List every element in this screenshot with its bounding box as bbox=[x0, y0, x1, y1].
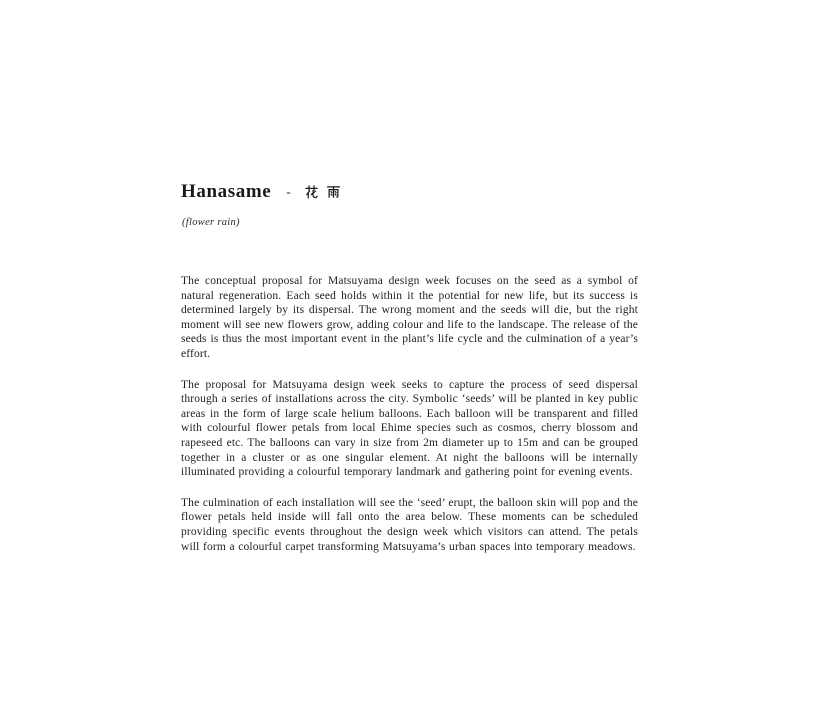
subtitle: (flower rain) bbox=[182, 217, 240, 228]
document-content bbox=[181, 181, 638, 554]
paragraph-concept: The conceptual proposal for Matsuyama design week focuses on the seed as a symbol of natural regeneration. Each seed holds within it the potential for new life, but its success is determined largely by its dispersal. The wrong moment and the seeds will die, but the right moment will see new flowers grow, adding colour and life to the landscape. The release of the seeds is thus the most important event in the plant’s life cycle and the culmination of a year’s effort. bbox=[181, 275, 638, 360]
page-title bbox=[181, 181, 638, 205]
body-text bbox=[181, 274, 638, 554]
paragraph-culmination: The culmination of each installation will see the ‘seed’ erupt, the balloon skin will pop and the flower petals held inside will fall onto the area below. These moments can be scheduled providing specific events throughout the design week which visitors can attend. The petals will form a colourful carpet transforming Matsuyama’s urban spaces into temporary meadows. bbox=[181, 496, 638, 553]
paragraph-proposal: The proposal for Matsuyama design week seeks to capture the process of seed dispersal through a series of installations across the city. Symbolic ‘seeds’ will be planted in key public areas in the form of large scale helium balloons. Each balloon will be transparent and filled with colourful flower petals from local Ehime species such as cosmos, cherry blossom and rapeseed etc. The balloons can vary in size from 2m diameter up to 15m and can be grouped together in a cluster or as one singular element. At night the balloons will be internally illuminated providing a colourful temporary landmark and gathering point for evening events. bbox=[181, 378, 638, 479]
kanji-ame-icon bbox=[326, 184, 341, 199]
title-separator: - bbox=[286, 184, 292, 199]
title-kanji bbox=[304, 183, 340, 205]
kanji-hana-icon bbox=[304, 184, 319, 199]
title-english: Hanasame bbox=[181, 181, 272, 202]
